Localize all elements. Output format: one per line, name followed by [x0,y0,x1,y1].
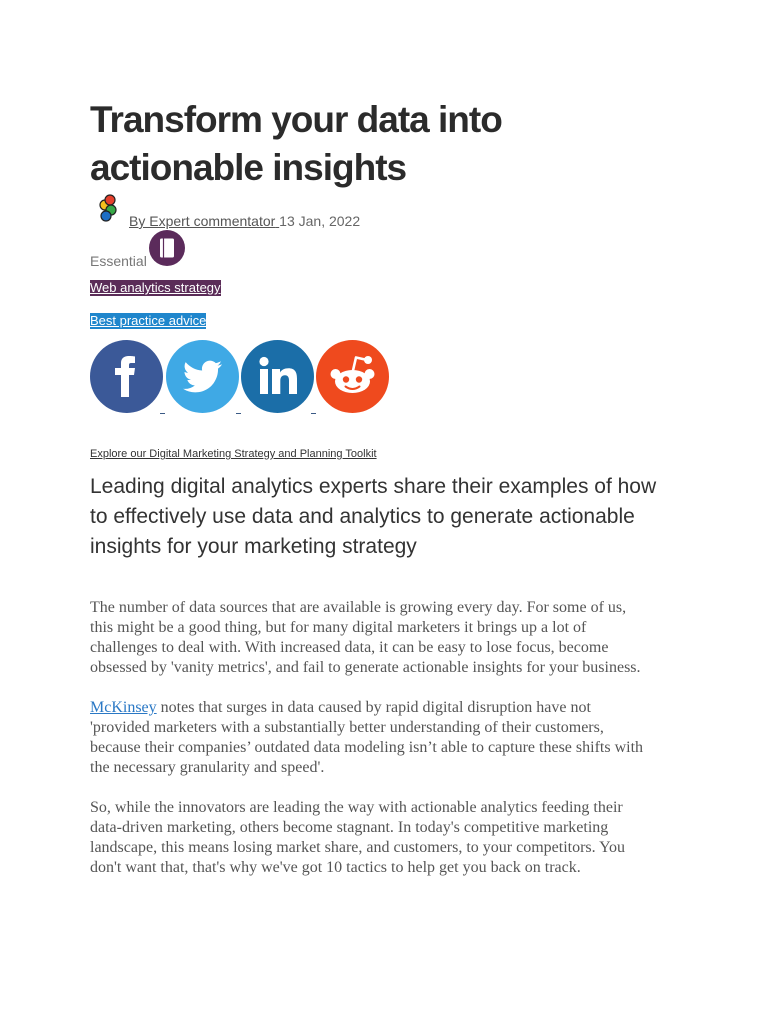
content-level-label: Essential [90,253,147,269]
paragraph-data-sources [90,598,641,678]
facebook-icon [90,340,163,413]
intro-line: Leading digital analytics experts share their examples of how [90,475,657,498]
linkedin-share-button[interactable] [241,340,314,413]
smart-insights-logo-svg [96,194,120,224]
share-link-underline [160,413,165,414]
paragraph-line-text: notes that surges in data caused by rapid digital disruption have not [160,699,591,716]
reddit-icon [316,340,389,413]
article-title-line: Transform your data into [90,99,502,140]
toolkit-link[interactable]: Explore our Digital Marketing Strategy and Planning Toolkit [90,448,377,460]
share-link-underline [311,413,316,414]
publish-date: 13 Jan, 2022 [279,213,361,229]
paragraph-line: this might be a good thing, but for many digital marketers it brings up a lot of [90,619,587,636]
smart-insights-logo-icon[interactable] [96,194,120,224]
paragraph-line: don't want that, that's why we've got 10 tactics to help get you back on track. [90,859,581,876]
paragraph-line [90,698,643,718]
facebook-share-button[interactable] [90,340,163,413]
article-title [90,96,502,192]
paragraph-line: data-driven marketing, others become stagnant. In today's competitive marketing [90,819,609,836]
twitter-icon [166,340,239,413]
paragraph-line: the necessary granularity and speed'. [90,759,325,776]
paragraph-line: So, while the innovators are leading the way with actionable analytics feeding their [90,799,623,816]
article-title-line: actionable insights [90,147,407,188]
document-icon [149,230,185,266]
paragraph-line: challenges to deal with. With increased data, it can be easy to lose focus, become [90,639,609,656]
paragraph-line: obsessed by 'vanity metrics', and fail to generate actionable insights for your business. [90,659,641,676]
paragraph-line: because their companies’ outdated data modeling isn’t able to capture these shifts with [90,739,644,756]
linkedin-icon [241,340,314,413]
tag-web-analytics-strategy[interactable]: Web analytics strategy [90,280,221,295]
document-icon-svg [149,230,185,266]
paragraph-innovators [90,798,625,878]
tag-best-practice-advice[interactable]: Best practice advice [90,313,207,328]
paragraph-line: 'provided marketers with a substantially better understanding of their customers, [90,719,604,736]
reddit-share-button[interactable] [316,340,389,413]
author-link[interactable]: By Expert commentator [129,213,276,229]
byline [129,212,360,230]
paragraph-mckinsey [90,698,643,778]
paragraph-line: The number of data sources that are available is growing every day. For some of us, [90,599,627,616]
article-intro [90,472,656,562]
mckinsey-link[interactable]: McKinsey [90,699,157,716]
paragraph-line: landscape, this means losing market share, and customers, to your competitors. You [90,839,626,856]
intro-line: insights for your marketing strategy [90,535,417,558]
intro-line: to effectively use data and analytics to generate actionable [90,505,635,528]
twitter-share-button[interactable] [166,340,239,413]
share-link-underline [236,413,241,414]
